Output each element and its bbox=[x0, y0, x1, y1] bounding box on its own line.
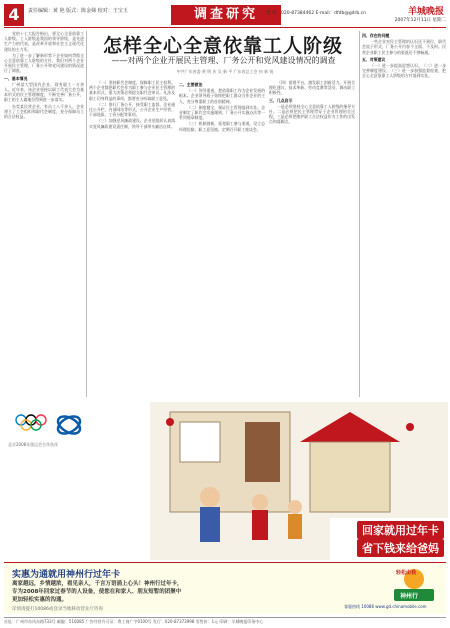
column-1 bbox=[4, 31, 84, 397]
ad-brand-slogan: 轻松由我 bbox=[396, 570, 417, 576]
headline: 怎样全心全意依靠工人阶级 bbox=[102, 35, 343, 57]
deck-subtitle: ——对两个企业开展民主管理、厂务公开和党风建设情况的调查 bbox=[111, 56, 336, 65]
paragraph: （一）进一步提高思想认识。（二）进一步完善制度建设。（三）进一步加强监督检查，把全心全意依靠工人阶级的方针落到实处。 bbox=[362, 63, 446, 79]
paragraph: （一）坚持职代会制度，保障职工民主权利。两个企业都把职代会作为职工参与企业民主管理的基本形式，重大决策必须提交职代会审议。凡涉及职工切身利益的事项，都要充分听取职工意见。 bbox=[89, 80, 175, 101]
column-divider bbox=[86, 31, 87, 397]
paragraph: 东莞某民营企业，有员工八千余人，企业建立了工会组织和职代会制度，充分保障员工的合法权益。 bbox=[4, 103, 84, 120]
paragraph: 一些企业对民主管理的认识还不到位，职代会流于形式，厂务公开内容不全面、不及时。民营企业职工民主参与的渠道还不够畅通。 bbox=[362, 39, 446, 55]
paragraph: 一是必须坚持全心全意依靠工人阶级的指导方针。二是必须把民主管理贯穿于企业管理的全过程。三是必须把维护职工合法权益作为工作的出发点和落脚点。 bbox=[269, 103, 355, 125]
contact-line: 电 话：020-87384462 E-mail：dfdb@gdrb.cn bbox=[266, 11, 366, 16]
china-mobile-logo-icon bbox=[54, 410, 84, 440]
column-divider bbox=[359, 31, 360, 397]
header-rule bbox=[4, 27, 446, 28]
ad-footnote: 详情请拨打10086或登录当地移动营业厅咨询 bbox=[12, 607, 103, 612]
paper-name: 羊城晚报 bbox=[407, 7, 444, 17]
byline: 中共广东省委 黄 明 庆 吴 新 平 广东省总工会 何 新 锐 bbox=[176, 69, 274, 74]
paragraph: 为了进一步了解新形势下企业如何贯彻全心全意依靠工人阶级的方针，我们对两个企业开展民主管理、厂务公开和党风建设的情况进行了调查。 bbox=[4, 52, 84, 74]
olympic-rings-icon bbox=[14, 410, 48, 440]
subheading: 五、对策建议 bbox=[362, 56, 386, 62]
subheading: 二、主要做法 bbox=[179, 82, 203, 87]
editor-credits: 责任编辑：黄 艳 版式：陈金娣 校对：王宝玉 bbox=[28, 8, 128, 14]
banner-area bbox=[330, 518, 448, 560]
column-3 bbox=[179, 80, 265, 397]
family-illustration bbox=[150, 402, 448, 560]
paragraph: （三）机制创新，拓宽职工参与渠道。设立总经理信箱、职工意见箱，定期召开职工座谈会。 bbox=[179, 121, 265, 132]
paragraph: （二）制度健全，保证民主管理落到实处。企业制定了职代会实施细则、厂务公开实施办法等一系列规章制度。 bbox=[179, 104, 265, 121]
ad-line-3: 更加轻松实惠的沟通。 bbox=[12, 597, 68, 603]
issue-date: 2007年12月11日 星期二 bbox=[394, 18, 446, 23]
page-number: 4 bbox=[4, 4, 24, 26]
olympic-caption: 北京2008年奥运会合作伙伴 bbox=[8, 442, 59, 447]
banner-line-1: 回家就用过年卡 bbox=[357, 521, 444, 539]
page-header bbox=[4, 4, 446, 26]
paragraph: （三）加强党风廉政建设。企业党组织认真落实党风廉政建设责任制，领导干部带头廉洁自律。 bbox=[89, 118, 175, 129]
subheading: 四、存在的问题 bbox=[362, 33, 390, 38]
ad-hotline: 客服热线 10086 www.gd.chinamobile.com bbox=[344, 604, 427, 609]
ad-title: 实惠为通就用神州行过年卡 bbox=[12, 570, 121, 580]
advertisement bbox=[4, 562, 446, 614]
paragraph: （四）搭建平台，激发职工创新活力。开展合理化建议、技术革新、劳动竞赛等活动，调动职工积极性。 bbox=[269, 80, 355, 96]
column-5 bbox=[362, 31, 446, 397]
ad-line-1: 离家越远，乡情越浓，看见亲人，千言万语涌上心头！神州行过年卡， bbox=[12, 581, 183, 587]
column-4 bbox=[269, 80, 355, 397]
paragraph: 广州某大型国有企业，现有职工一万余人。近年来，该企业坚持以职工代表大会为基本形式的民主管理制度，不断完善厂务公开，职工的主人翁地位得到进一步落实。 bbox=[4, 81, 84, 103]
section-title: 调查研究 bbox=[171, 5, 281, 25]
page-footer: 社址：广州市东风东路733号 邮编：510085 广告经营许可证：粤工商广字0100号 发行：020-87373998 零售价：1元 印刷：羊城晚报印务中心 bbox=[4, 617, 446, 626]
ad-line-2: 专为2008年回家过春节的人设备，使您在和家人、朋友短暂的团聚中 bbox=[12, 589, 182, 595]
paragraph: （二）推行厂务公开，接受职工监督。企业通过公开栏、内部网站等形式，公开企业生产经营、干部选拔、工资分配等事项。 bbox=[89, 101, 175, 118]
column-2 bbox=[89, 80, 175, 397]
sponsor-logos bbox=[4, 402, 144, 557]
paragraph: （一）领导重视，把依靠职工作为企业发展的根本。企业领导班子始终把职工群众当作企业的主人，充分尊重职工的首创精神。 bbox=[179, 88, 265, 104]
subheading: 一、基本情况 bbox=[4, 75, 28, 81]
subheading: 三、几点启示 bbox=[269, 97, 293, 103]
ad-brand-name: 神州行 bbox=[400, 593, 419, 600]
paragraph: 党的十七大报告指出，要全心全意依靠工人阶级。工人阶级是我国的领导阶级，是先进生产力的代表，是改革开放和社会主义现代化建设的主力军。 bbox=[4, 31, 84, 52]
banner-line-2: 省下钱来给爸妈 bbox=[357, 539, 444, 557]
